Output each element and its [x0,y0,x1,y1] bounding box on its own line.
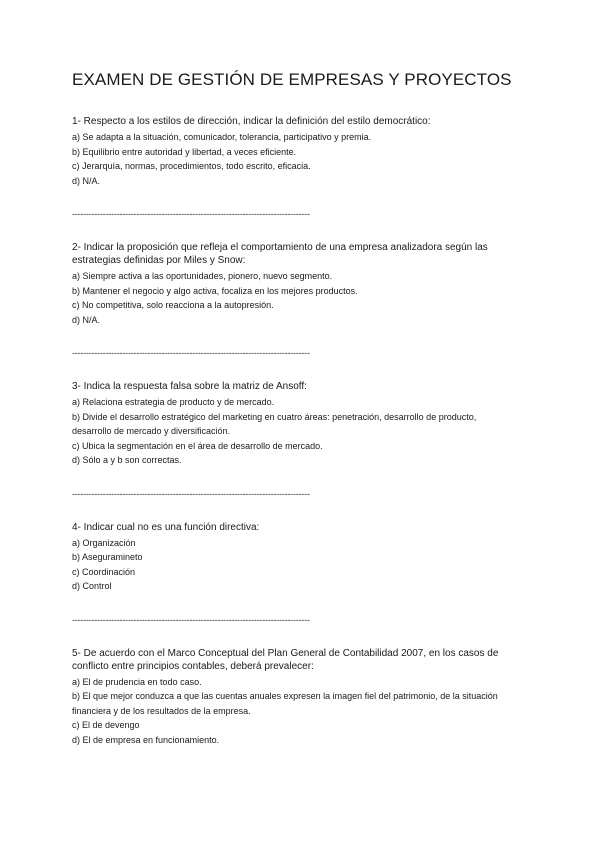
option-d: d) N/A. [72,314,101,325]
question-4 [72,521,512,594]
separator-line: ------------------------------------------------------------------------------------- [72,209,310,219]
question-2 [72,241,512,327]
separator-line: ------------------------------------------------------------------------------------- [72,348,310,358]
option-b: b) Aseguramineto [72,552,143,562]
question-1 [72,115,512,188]
option-c: c) El de devengo [72,720,140,730]
option-b: b) Mantener el negocio y algo activa, focaliza en los mejores productos. [72,285,358,296]
option-c: c) Jerarquía, normas, procedimientos, todo escrito, eficacia. [72,161,311,171]
option-a: a) Organización [72,537,136,548]
option-c: c) Ubica la segmentación en el área de desarrollo de mercado. [72,440,323,451]
question-text: 4- Indicar cual no es una función directiva: [72,521,260,533]
option-c: c) Coordinación [72,566,136,577]
question-3 [72,380,512,468]
option-b: b) El que mejor conduzca a que las cuentas anuales expresen la imagen fiel del patrimonio, de la situación financiera y de los resultados de la empresa. [72,691,498,716]
option-d: d) El de empresa en funcionamiento. [72,734,220,745]
option-b: b) Equilibrio entre autoridad y libertad, a veces eficiente. [72,146,297,157]
option-c: c) No competitiva, solo reacciona a la autopresión. [72,300,274,310]
separator-line: ------------------------------------------------------------------------------------- [72,614,310,625]
option-d: d) N/A. [72,175,101,186]
option-a: a) Siempre activa a las oportunidades, pionero, nuevo segmento. [72,271,333,281]
exam-content [72,115,512,747]
question-text: 1- Respecto a los estilos de dirección, indicar la definición del estilo democrático: [72,116,431,127]
option-d: d) Control [72,581,112,591]
option-a: a) Se adapta a la situación, comunicador, tolerancia, participativo y premia. [72,132,372,142]
question-text: 3- Indica la respuesta falsa sobre la matriz de Ansoff: [72,381,307,392]
question-text: 2- Indicar la proposición que refleja el comportamiento de una empresa analizadora según las estrategias definidas por Miles y Snow: [72,242,488,266]
question-5 [72,647,512,748]
page-title: EXAMEN DE GESTIÓN DE EMPRESAS Y PROYECTOS [72,70,512,89]
question-text: 5- De acuerdo con el Marco Conceptual del Plan General de Contabilidad 2007, en los casos de conflicto entre principios contables, deberá prevalecer: [72,647,499,672]
option-a: a) Relaciona estrategia de producto y de mercado. [72,397,275,407]
separator-line: ------------------------------------------------------------------------------------- [72,488,310,499]
option-d: d) Sólo a y b son correctas. [72,455,182,465]
option-b: b) Divide el desarrollo estratégico del marketing en cuatro áreas: penetración, desarrollo de producto, desarrollo de mercado y diversificación. [72,411,477,436]
option-a: a) El de prudencia en todo caso. [72,676,202,687]
